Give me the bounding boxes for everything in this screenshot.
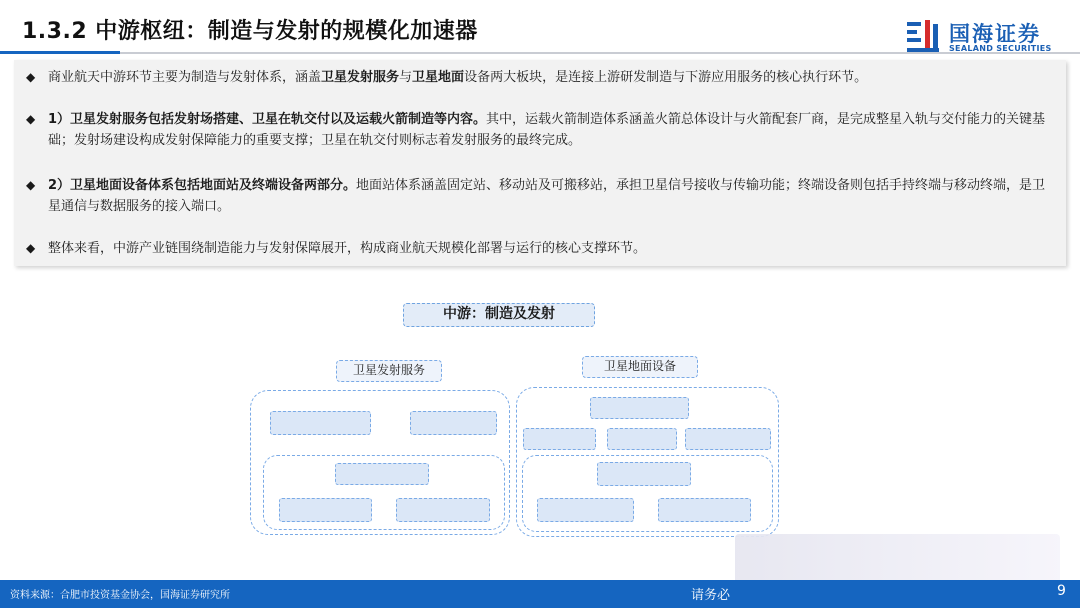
ground-station-item-box: [685, 428, 771, 450]
diamond-bullet-icon: ◆: [26, 178, 36, 192]
logo-english-text: SEALAND SECURITIES: [949, 44, 1052, 53]
page-title: 1.3.2 中游枢纽：制造与发射的规模化加速器: [22, 19, 478, 44]
diagram-main-label: 中游：制造及发射: [403, 303, 595, 327]
diamond-bullet-icon: ◆: [26, 112, 36, 126]
bullet-item: [26, 175, 1056, 217]
bullet-text: 整体来看，中游产业链围绕制造能力与发射保障展开，构成商业航天规模化部署与运行的核心支撑环节。: [48, 241, 647, 256]
diamond-bullet-icon: ◆: [26, 241, 36, 255]
bullet-text: 商业航天中游环节主要为制造与发射体系，涵盖卫星发射服务与卫星地面设备两大板块，是连接上游研发制造与下游应用服务的核心执行环节。: [48, 70, 868, 85]
bullet-item: [26, 67, 1056, 88]
ground-station-item-box: [607, 428, 677, 450]
bullet-text: 2）卫星地面设备体系包括地面站及终端设备两部分。地面站体系涵盖固定站、移动站及可搬移站，承担卫星信号接收与传输功能；终端设备则包括手持终端与移动终端，是卫星通信与数据服务的接入端口。: [48, 178, 1046, 214]
launch-subitem-box: [279, 498, 372, 522]
launch-subitem-box: [396, 498, 490, 522]
company-logo: [905, 18, 1065, 58]
terminal-item-box: [658, 498, 751, 522]
source-note: 资料来源：合肥市投资基金协会，国海证券研究所: [10, 590, 230, 601]
ground-equipment-label: 卫星地面设备: [582, 356, 698, 378]
launch-subgroup-header-box: [335, 463, 429, 485]
watermark-overlay: [735, 534, 1060, 584]
diamond-bullet-icon: ◆: [26, 70, 36, 84]
ground-station-item-box: [523, 428, 596, 450]
terminal-header-box: [597, 462, 691, 486]
page-number: 9: [1057, 583, 1066, 599]
terminal-item-box: [537, 498, 634, 522]
launch-item-box: [410, 411, 497, 435]
bullet-text: 1）卫星发射服务包括发射场搭建、卫星在轨交付以及运载火箭制造等内容。其中，运载火箭制造体系涵盖火箭总体设计与火箭配套厂商，是完成整星入轨与交付能力的关键基础；发射场建设构成发射保障能力的重要支撑；卫星在轨交付则标志着发射服务的最终完成。: [48, 112, 1046, 148]
sealand-logo-icon: [905, 18, 941, 54]
logo-chinese-text: 国海证券: [949, 22, 1041, 46]
launch-item-box: [270, 411, 371, 435]
bullet-item: [26, 109, 1056, 151]
disclaimer-notice: 请务必: [691, 588, 731, 603]
summary-panel: [14, 60, 1066, 266]
ground-station-header-box: [590, 397, 689, 419]
title-accent-bar: [0, 51, 120, 54]
launch-service-label: 卫星发射服务: [336, 360, 442, 382]
bullet-item: [26, 238, 1056, 259]
